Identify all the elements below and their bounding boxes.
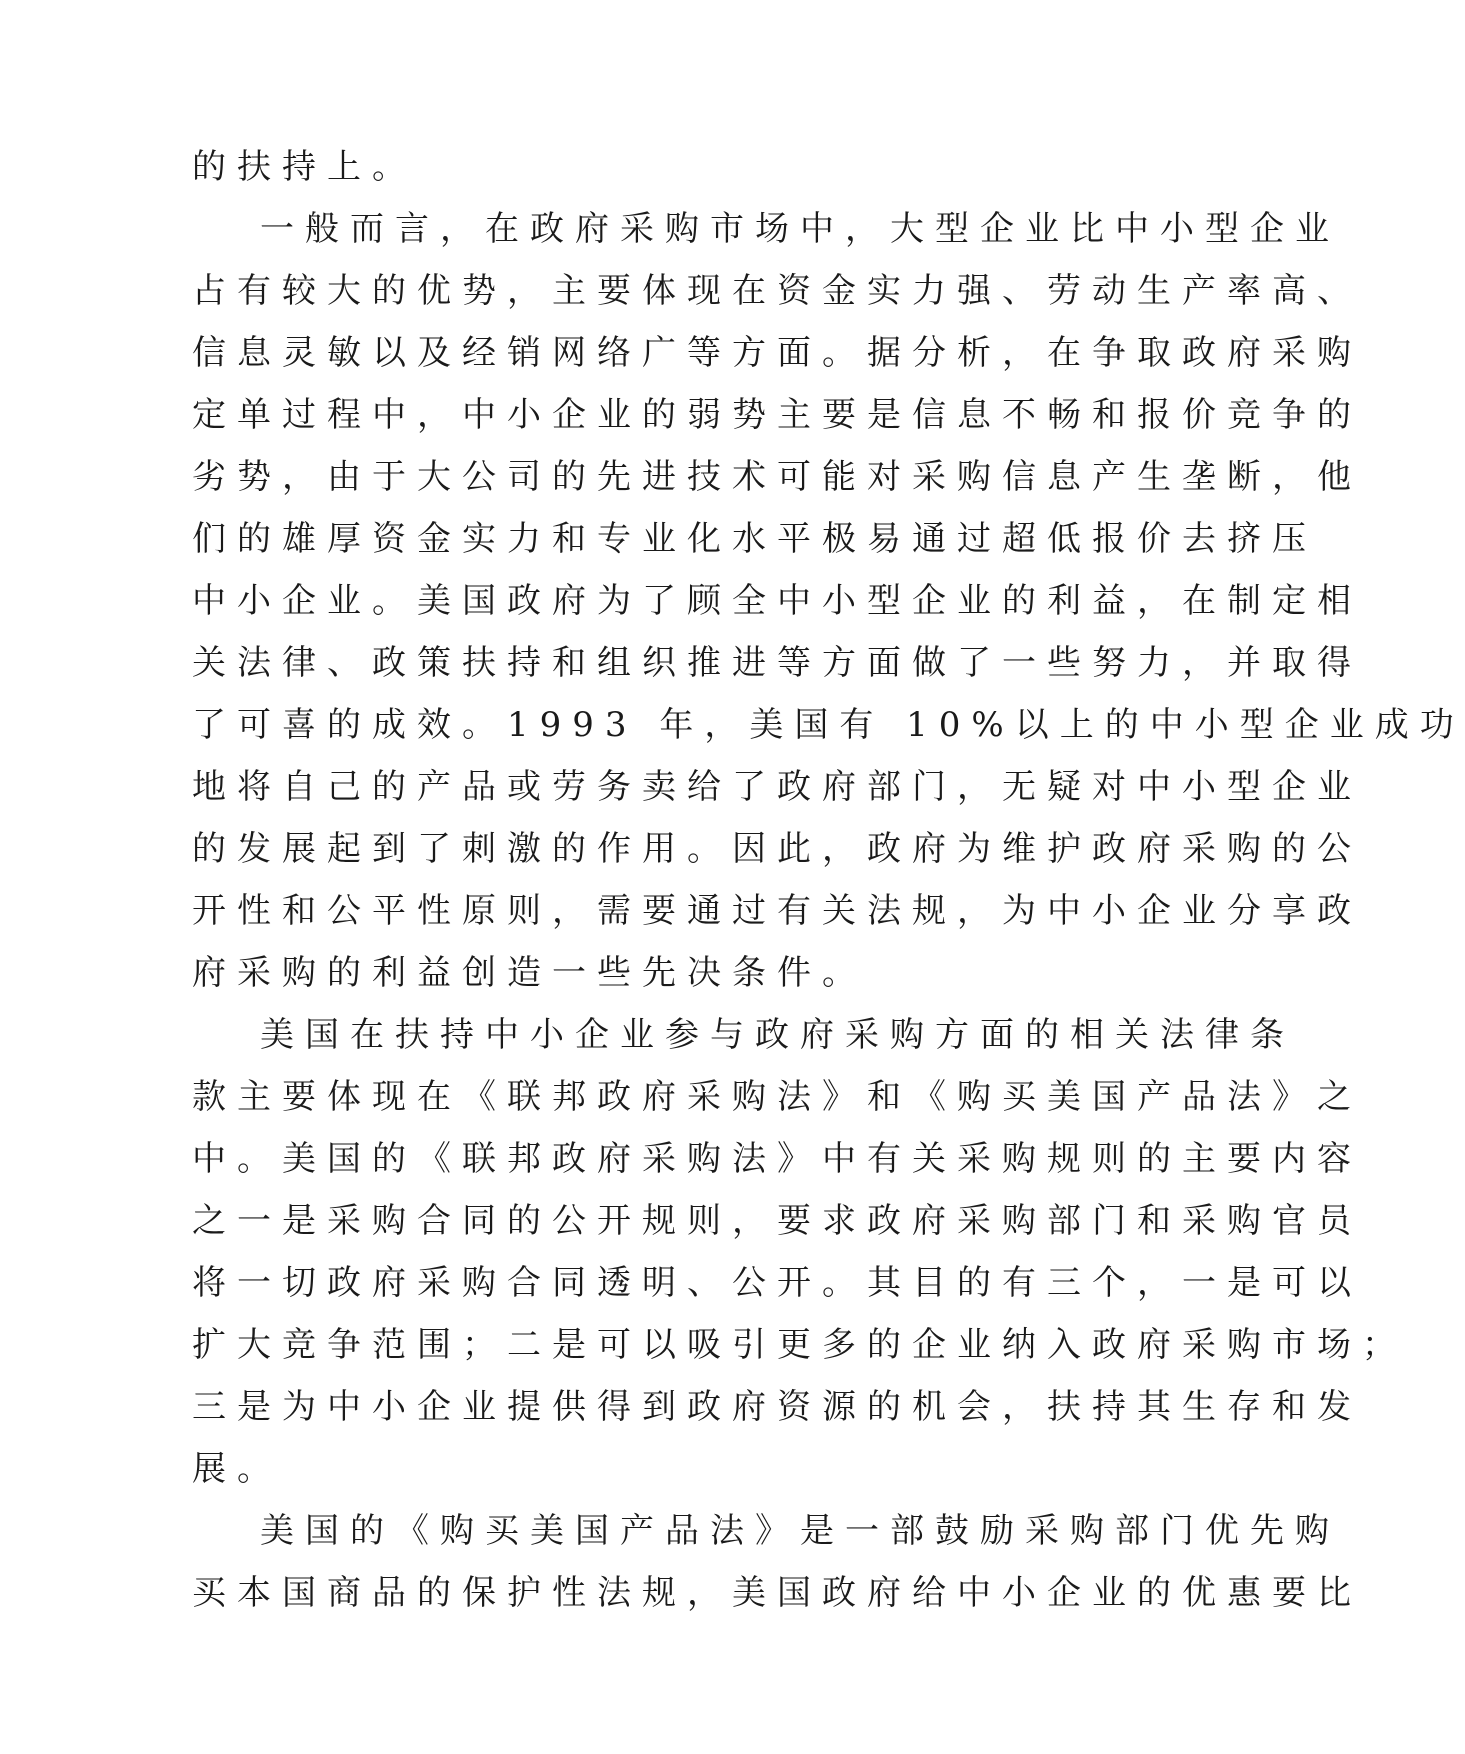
text-line: 了可喜的成效。1993 年，美国有 10%以上的中小型企业成功 [192,705,1465,745]
paragraph-first-line: 美国在扶持中小企业参与政府采购方面的相关法律条 [260,1015,1295,1055]
text-line: 关法律、政策扶持和组织推进等方面做了一些努力，并取得 [192,643,1362,683]
text-line: 们的雄厚资金实力和专业化水平极易通过超低报价去挤压 [192,519,1317,559]
text-line: 买本国商品的保护性法规，美国政府给中小企业的优惠要比 [192,1573,1362,1613]
paragraph-first-line: 一般而言，在政府采购市场中，大型企业比中小型企业 [260,209,1340,249]
text-line: 地将自己的产品或劳务卖给了政府部门，无疑对中小型企业 [192,767,1362,807]
text-line: 扩大竞争范围；二是可以吸引更多的企业纳入政府采购市场； [192,1325,1407,1365]
text-line: 定单过程中，中小企业的弱势主要是信息不畅和报价竞争的 [192,395,1362,435]
text-line: 开性和公平性原则，需要通过有关法规，为中小企业分享政 [192,891,1362,931]
text-line: 的扶持上。 [192,147,417,187]
text-line: 劣势，由于大公司的先进技术可能对采购信息产生垄断，他 [192,457,1362,497]
text-line: 信息灵敏以及经销网络广等方面。据分析，在争取政府采购 [192,333,1362,373]
text-line: 将一切政府采购合同透明、公开。其目的有三个，一是可以 [192,1263,1362,1303]
text-line: 之一是采购合同的公开规则，要求政府采购部门和采购官员 [192,1201,1362,1241]
text-line: 款主要体现在《联邦政府采购法》和《购买美国产品法》之 [192,1077,1362,1117]
text-line: 展。 [192,1449,282,1489]
text-line: 三是为中小企业提供得到政府资源的机会，扶持其生存和发 [192,1387,1362,1427]
text-line: 中。美国的《联邦政府采购法》中有关采购规则的主要内容 [192,1139,1362,1179]
text-line: 的发展起到了刺激的作用。因此，政府为维护政府采购的公 [192,829,1362,869]
paragraph-first-line: 美国的《购买美国产品法》是一部鼓励采购部门优先购 [260,1511,1340,1551]
text-line: 府采购的利益创造一些先决条件。 [192,953,867,993]
text-line: 占有较大的优势，主要体现在资金实力强、劳动生产率高、 [192,271,1362,311]
text-line: 中小企业。美国政府为了顾全中小型企业的利益，在制定相 [192,581,1362,621]
